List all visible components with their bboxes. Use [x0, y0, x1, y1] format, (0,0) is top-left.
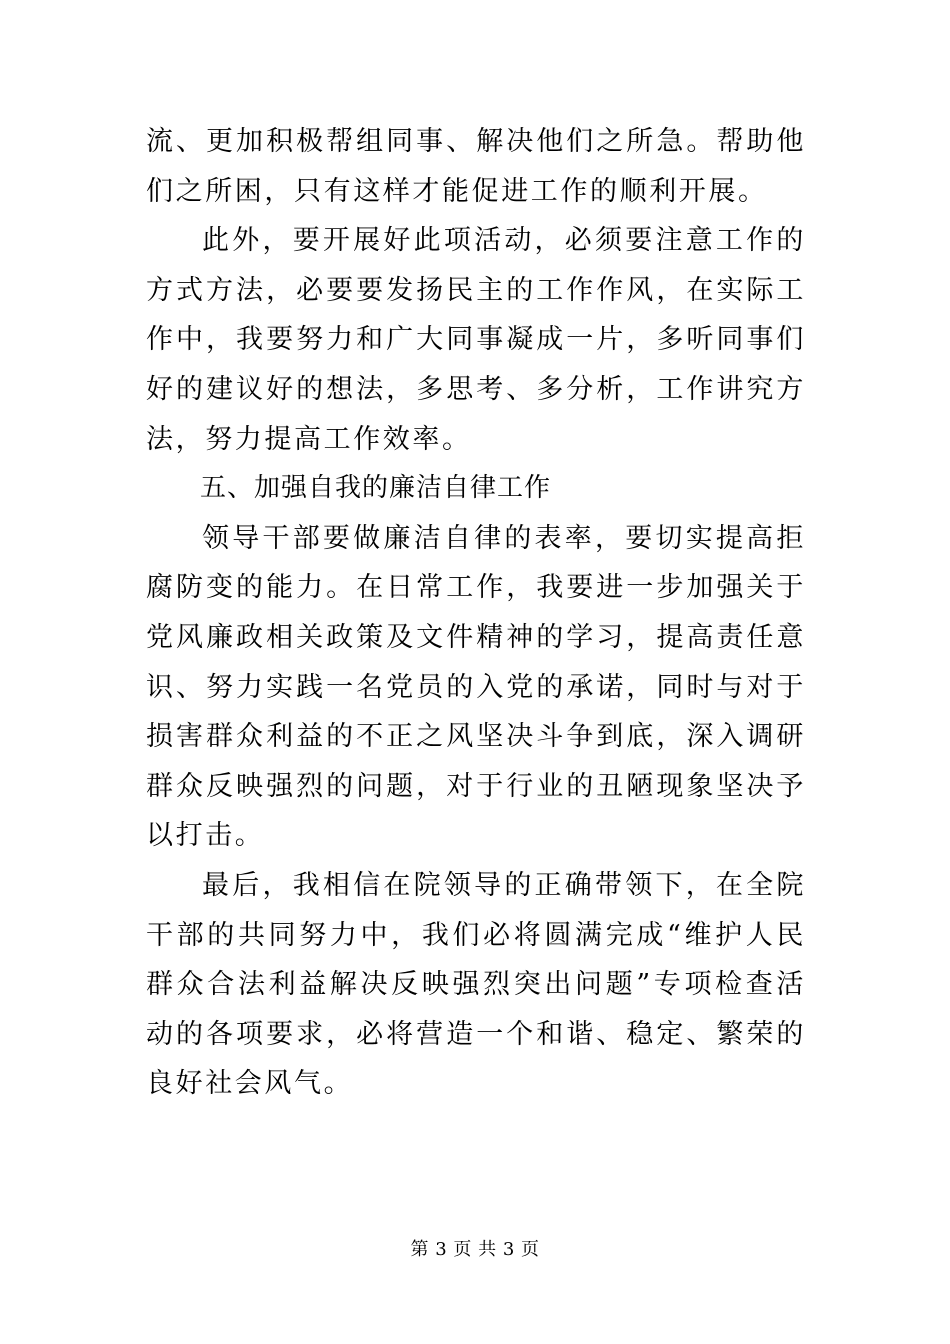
section-heading-integrity: 五、加强自我的廉洁自律工作 — [200, 473, 552, 504]
page-number-footer: 第 3 页 共 3 页 — [410, 1239, 540, 1260]
paragraph-continuation: 流、更加积极帮组同事、解决他们之所急。帮助他们之所困，只有这样才能促进工作的顺利开展。 — [146, 126, 806, 207]
paragraph-work-method: 此外，要开展好此项活动，必须要注意工作的方式方法，必要要发扬民主的工作作风，在实际工作中，我要努力和广大同事凝成一片，多听同事们好的建议好的想法，多思考、多分析，工作讲究方法，努力提高工作效率。 — [146, 225, 806, 455]
document-body — [146, 117, 806, 1109]
paragraph-conclusion: 最后，我相信在院领导的正确带领下，在全院干部的共同努力中，我们必将圆满完成“维护人民群众合法利益解决反映强烈突出问题”专项检查活动的各项要求，必将营造一个和谐、稳定、繁荣的良好社会风气。 — [146, 869, 806, 1100]
paragraph-integrity: 领导干部要做廉洁自律的表率，要切实提高拒腐防变的能力。在日常工作，我要进一步加强关于党风廉政相关政策及文件精神的学习，提高责任意识、努力实践一名党员的入党的承诺，同时与对于损害群众利益的不正之风坚决斗争到底，深入调研群众反映强烈的问题，对于行业的丑陋现象坚决予以打击。 — [146, 522, 806, 852]
